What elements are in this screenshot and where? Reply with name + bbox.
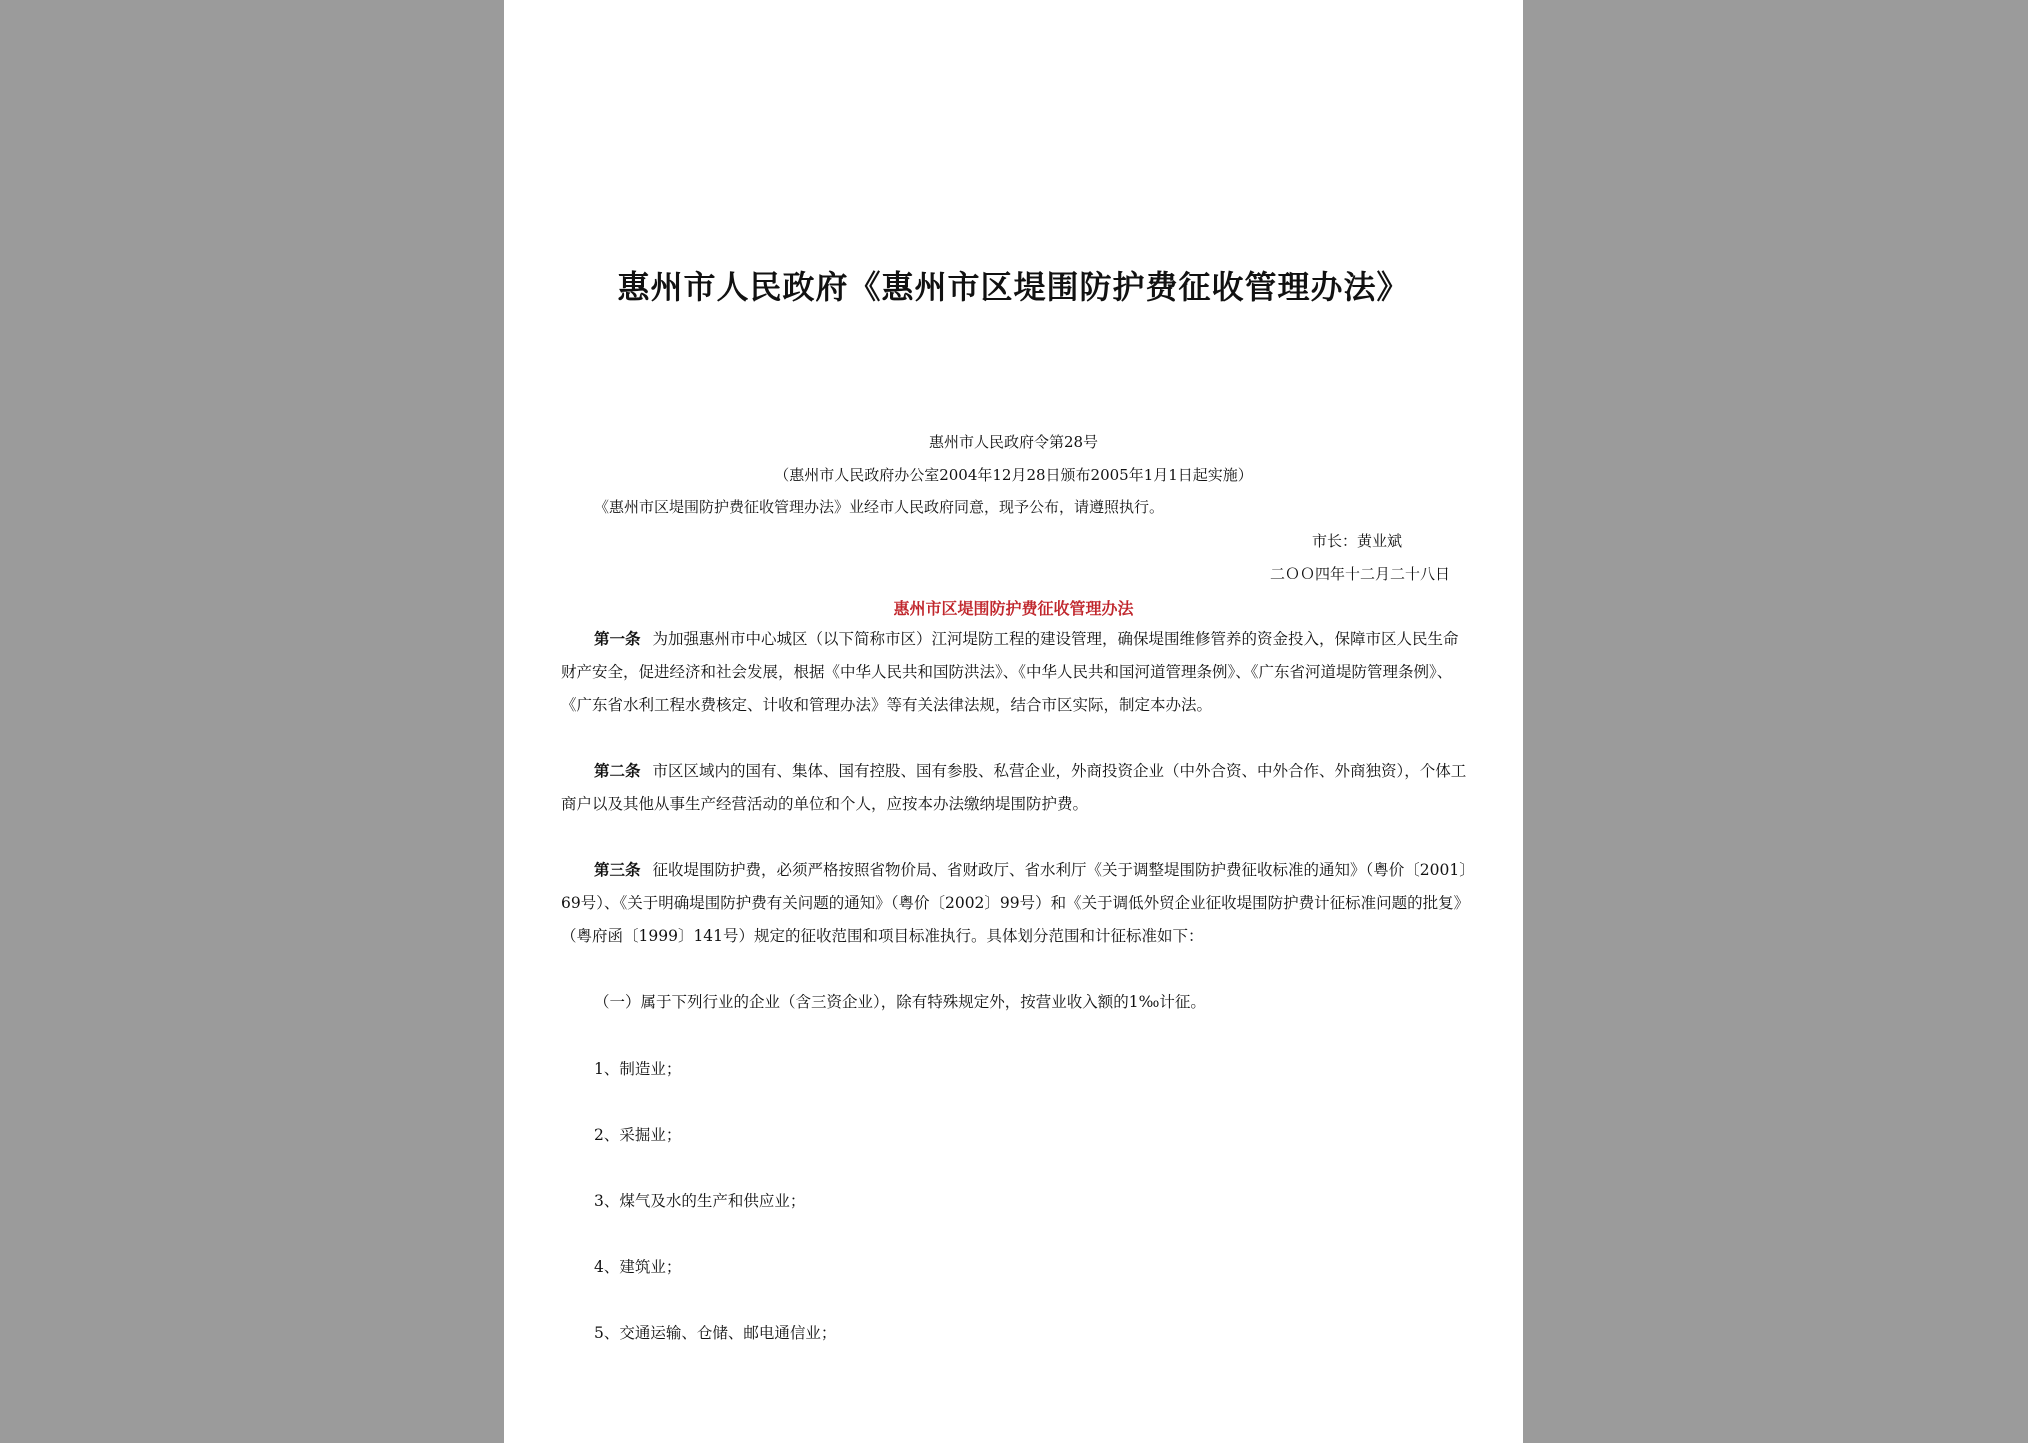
list-item: 2、采掘业； bbox=[594, 1126, 682, 1144]
article-3-text: 征收堤围防护费，必须严格按照省物价局、省财政厅、省水利厅《关于调整堤围防护费征收标准的通知》（粤价〔2001〕69号）、《关于明确堤围防护费有关问题的通知》（粤价〔2002〕99号）和《关于调低外贸企业征收堤围防护费计征标准问题的批复》（粤府函〔1999〕141号）规定的征收范围和项目标准执行。具体划分范围和计征标准如下： bbox=[561, 861, 1467, 945]
order-number: 惠州市人民政府令第28号 bbox=[928, 433, 1099, 451]
list-item: 1、制造业； bbox=[594, 1060, 682, 1078]
sign-date: 二ＯＯ四年十二月二十八日 bbox=[1270, 565, 1451, 583]
article-1-label: 第一条 bbox=[594, 629, 641, 648]
list-item: 3、煤气及水的生产和供应业； bbox=[594, 1192, 806, 1210]
list-item: 5、交通运输、仓储、邮电通信业； bbox=[594, 1324, 837, 1342]
article-3-label: 第三条 bbox=[594, 860, 641, 879]
article-1 bbox=[561, 622, 1467, 722]
article-1-text: 为加强惠州市中心城区（以下简称市区）江河堤防工程的建设管理，确保堤围维修管养的资金投入，保障市区人民生命财产安全，促进经济和社会发展，根据《中华人民共和国防洪法》、《中华人民共和国河道管理条例》、《广东省河道堤防管理条例》、《广东省水利工程水费核定、计收和管理办法》等有关法律法规，结合市区实际，制定本办法。 bbox=[561, 630, 1459, 714]
document-title: 惠州市人民政府《惠州市区堤围防护费征收管理办法》 bbox=[617, 268, 1410, 306]
article-2-text: 市区区域内的国有、集体、国有控股、国有参股、私营企业，外商投资企业（中外合资、中外合作、外商独资），个体工商户以及其他从事生产经营活动的单位和个人，应按本办法缴纳堤围防护费。 bbox=[561, 762, 1467, 813]
article-2-label: 第二条 bbox=[594, 761, 641, 780]
document-page bbox=[504, 0, 1523, 1443]
list-item: 4、建筑业； bbox=[594, 1258, 682, 1276]
issue-note: （惠州市人民政府办公室2004年12月28日颁布2005年1月1日起实施） bbox=[774, 466, 1253, 484]
article-3 bbox=[561, 853, 1467, 953]
signer: 市长：黄业斌 bbox=[1312, 532, 1403, 550]
article-2 bbox=[561, 754, 1467, 821]
clause-1: （一）属于下列行业的企业（含三资企业），除有特殊规定外，按营业收入额的1‰计征。 bbox=[594, 993, 1206, 1011]
document-subtitle: 惠州市区堤围防护费征收管理办法 bbox=[893, 599, 1134, 618]
promulgation-text: 《惠州市区堤围防护费征收管理办法》业经市人民政府同意，现予公布，请遵照执行。 bbox=[594, 498, 1165, 516]
